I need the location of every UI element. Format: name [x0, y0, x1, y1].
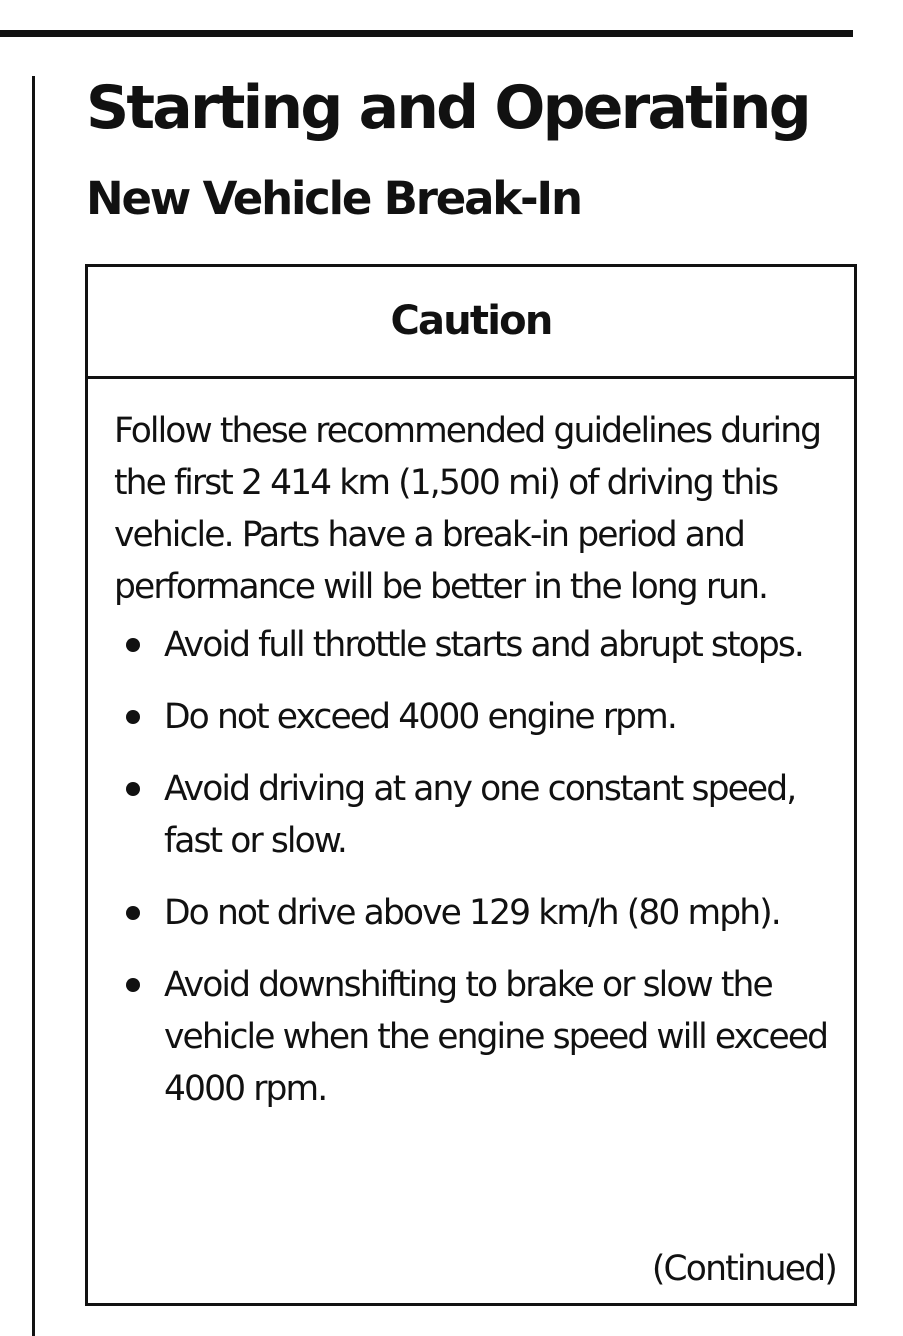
caution-bullet-item — [114, 619, 834, 671]
section-title: Starting and Operating — [86, 73, 809, 143]
caution-bullet-item — [114, 763, 834, 867]
continued-label: (Continued) — [651, 1249, 836, 1289]
caution-bullet-text: Avoid full throttle starts and abrupt stops. — [164, 625, 803, 665]
bullet-icon — [126, 782, 140, 796]
bullet-icon — [126, 906, 140, 920]
caution-bullet-list — [114, 619, 834, 1115]
caution-bullet-text: Do not exceed 4000 engine rpm. — [164, 697, 676, 737]
caution-intro: Follow these recommended guidelines during the first 2 414 km (1,500 mi) of driving this vehicle. Parts have a break-in period and performance will be better in the long run. — [114, 411, 821, 607]
bullet-icon — [126, 978, 140, 992]
subsection-title: New Vehicle Break-In — [86, 172, 581, 225]
caution-box — [85, 264, 857, 1306]
caution-bullet-text: Do not drive above 129 km/h (80 mph). — [164, 893, 780, 933]
caution-bullet-text: Avoid downshifting to brake or slow the vehicle when the engine speed will exceed 4000 rpm. — [164, 965, 828, 1109]
caution-bullet-text: Avoid driving at any one constant speed, fast or slow. — [164, 769, 796, 861]
caution-body — [88, 379, 854, 1115]
bullet-icon — [126, 710, 140, 724]
top-rule — [0, 30, 853, 37]
caution-bullet-item — [114, 887, 834, 939]
caution-bullet-item — [114, 691, 834, 743]
bullet-icon — [126, 638, 140, 652]
left-margin-rule — [32, 76, 35, 1336]
caution-bullet-item — [114, 959, 834, 1115]
caution-header: Caution — [88, 267, 854, 379]
